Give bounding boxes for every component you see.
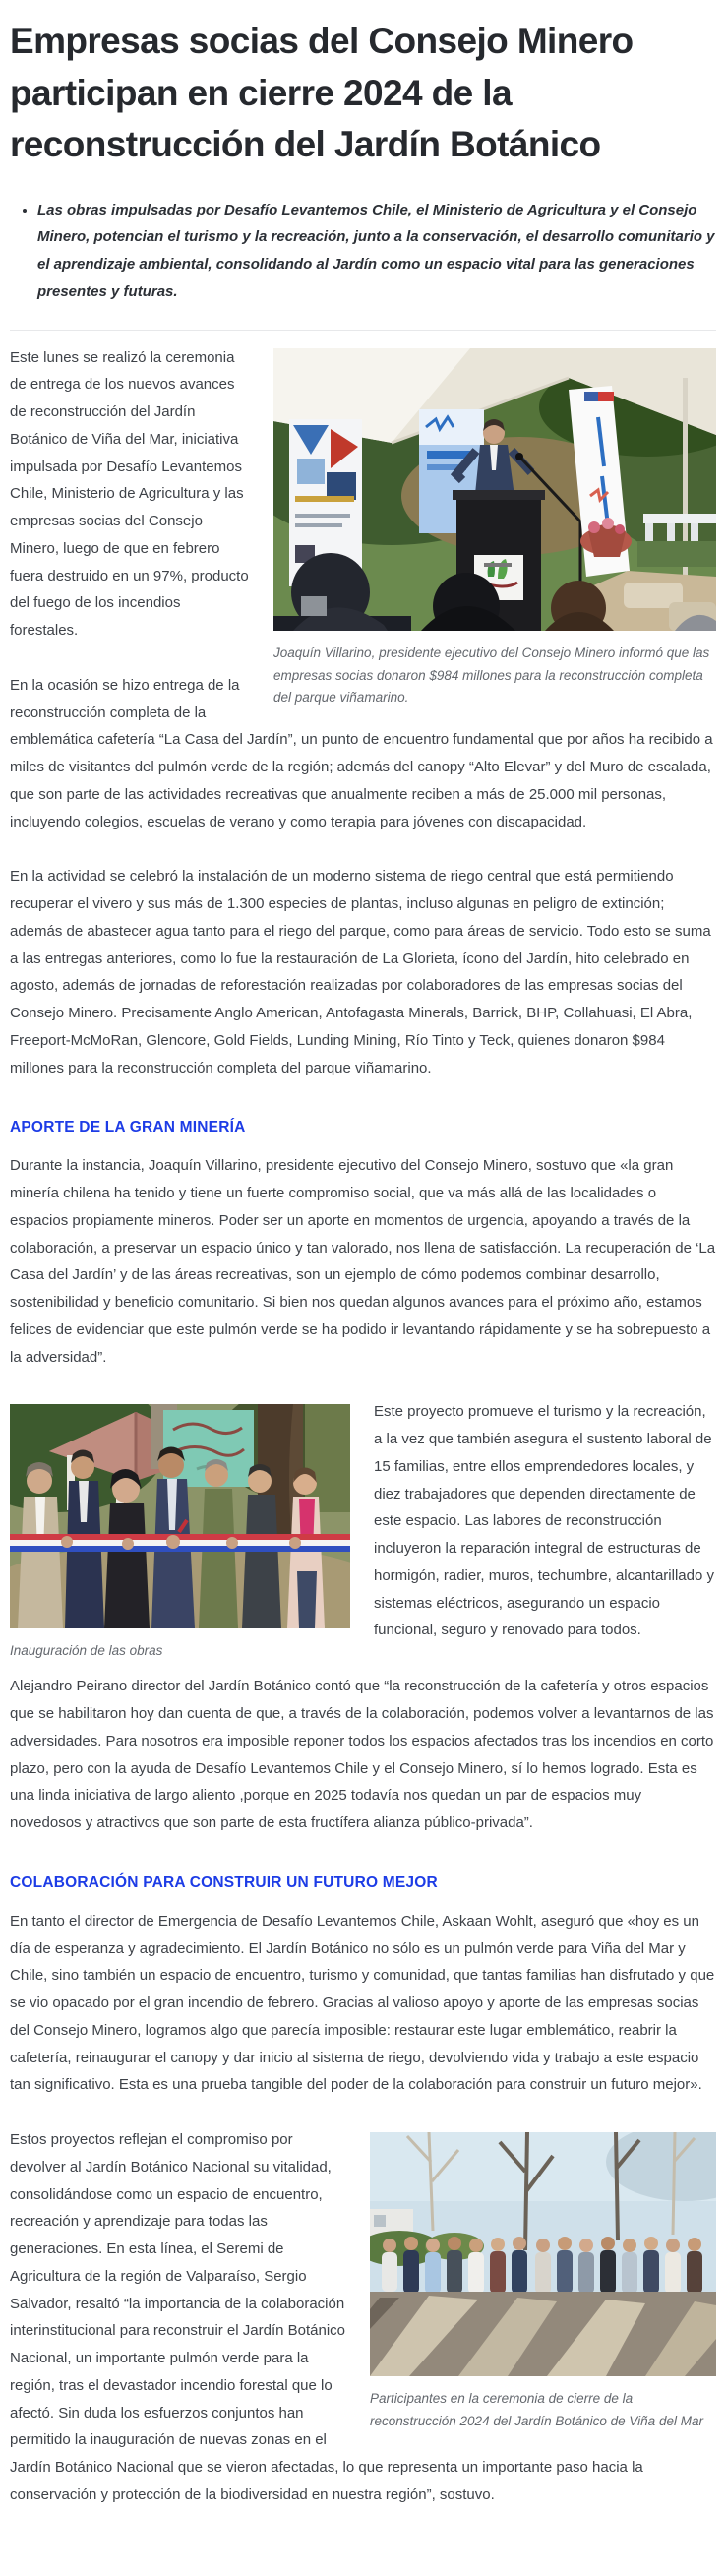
figure-ribbon-cutting	[10, 1404, 350, 1663]
lead-bullet-list	[10, 197, 716, 306]
figure-closing-ceremony	[370, 2132, 716, 2433]
section-heading-colaboracion: COLABORACIÓN PARA CONSTRUIR UN FUTURO MEJOR	[10, 1873, 438, 1891]
paragraph-4: Durante la instancia, Joaquín Villarino, presidente ejecutivo del Consejo Minero, sostuvo que «la gran minería chilena ha tenido y tiene un fuerte compromiso social, que va más allá de las localidades o espacios propiamente mineros. Poder ser un aporte en momentos de urgencia, apoyando a través de la colaboración, a preservar un espacio único y tan valorado, nos llena de satisfacción. La recuperación de ‘La Casa del Jardín’ y de las áreas recreativas, son un ejemplo de cómo podemos combinar desarrollo, sostenibilidad y beneficio comunitario. Si bien nos quedan algunos avances para el próximo año, estamos felices de evidenciar que este pulmón verde se ha podido ir levantando rápidamente y se ha sobrepuesto a la adversidad”.	[10, 1157, 716, 1366]
paragraph-6: Alejandro Peirano director del Jardín Botánico contó que “la reconstrucción de la cafetería y otros espacios que se habilitaron hoy dan cuenta de que, a través de la colaboración, podemos volver a levantarnos de las adversidades. Para nosotros era imposible reponer todos los espacios afectados tras los incendios en corto plazo, pero con la ayuda de Desafío Levantemos Chile y el Consejo Minero, sí lo hemos logrado. Esta es una linda iniciativa de largo aliento ,porque en 2025 todavía nos quedan un par de espacios muy novedosos y atractivos que son parte de esta fructífera alianza público-privada”.	[10, 1678, 714, 1832]
divider	[10, 330, 716, 331]
paragraph-2: En la ocasión se hizo entrega de la reconstrucción completa de la emblemática cafetería “La Casa del Jardín”, un punto de encuentro fundamental que por años ha recibido a miles de visitantes del pulmón verde de la región; además del canopy “Alto Elevar” y del Muro de escalada, que son parte de las actividades recreativas que anualmente reciben a más de 25.000 mil personas, incluyendo colegios, escuelas de verano y como terapia para jóvenes con discapacidad.	[10, 676, 713, 830]
paragraph-5: Este proyecto promueve el turismo y la recreación, a la vez que también asegura el sustento laboral de 15 familias, entre ellos emprendedores locales, y diez trabajadores que dependen directamente de este espacio. Las labores de reconstrucción incluyeron la reparación integral de estructuras de hormigón, radier, muros, techumbre, alcantarillado y sistemas eléctricos, asegurando un espacio funcional, seguro y renovado para todos.	[374, 1403, 714, 1639]
paragraph-1: Este lunes se realizó la ceremonia de entrega de los nuevos avances de reconstrucción del Jardín Botánico de Viña del Mar, iniciativa impulsada por Desafío Levantemos Chile, Ministerio de Agricultura y las empresas socias del Consejo Minero, luego de que en febrero fuera destruido en un 97%, producto del fuego de los incendios forestales.	[10, 348, 249, 640]
section-intro	[10, 344, 716, 836]
ceremony-speech-caption: Joaquín Villarino, presidente ejecutivo del Consejo Minero informó que las empresas socias donaron $984 millones para la reconstrucción completa del parque viñamarino.	[273, 644, 710, 705]
ribbon-cutting-photo	[10, 1404, 350, 1628]
ribbon-cutting-caption: Inauguración de las obras	[10, 1643, 163, 1659]
paragraph-7: En tanto el director de Emergencia de Desafío Levantemos Chile, Askaan Wohlt, aseguró que «hoy es un día de esperanza y agradecimiento. El Jardín Botánico no sólo es un pulmón verde para Viña del Mar y Chile, sino también un espacio de encuentro, turismo y comunidad, que tantas familias han disfrutado y que se vio opacado por el gran incendio de febrero. Gracias al valioso apoyo y aporte de las empresas socias del Consejo Minero, logramos algo que parecía imposible: restaurar este lugar emblemático, reabrir la cafetería, reinaugurar el canopy y dar inicio al sistema de riego, devolviendo vida y trabajo a este espacio tan significativo. Esta es una prueba tangible del poder de la colaboración para construir un futuro mejor».	[10, 1912, 715, 2094]
section-obras	[10, 1398, 716, 1659]
paragraph-3: En la actividad se celebró la instalación de un moderno sistema de riego central que está permitiendo recuperar el vivero y sus más de 1.300 especies de plantas, incluso algunas en peligro de extinción; además de abastecer agua tanto para el riego del parque, como para áreas de servicio. Todo esto se suma a las entregas anteriores, como lo fue la restauración de La Glorieta, ícono del Jardín, hito celebrado en agosto, además de jornadas de reforestación realizadas por colaboradores de las empresas socias del Consejo Minero. Precisamente Anglo American, Antofagasta Minerals, Barrick, BHP, Collahuasi, El Abra, Freeport-McMoRan, Glencore, Gold Fields, Lunding Mining, Río Tinto y Teck, quienes donaron $984 millones para la reconstrucción completa del parque viñamarino.	[10, 868, 711, 1076]
figure-ceremony-speech	[273, 348, 716, 710]
closing-ceremony-caption: Participantes en la ceremonia de cierre de la reconstrucción 2024 del Jardín Botánico de Viña del Mar	[370, 2391, 703, 2428]
paragraph-8: Estos proyectos reflejan el compromiso por devolver al Jardín Botánico Nacional su vitalidad, consolidándose como un espacio de encuentro, recreación y aprendizaje para todas las generaciones. En esta línea, el Seremi de Agricultura de la región de Valparaíso, Sergio Salvador, resaltó “la importancia de la colaboración interinstitucional para reconstruir el Jardín Botánico Nacional, un importante pulmón verde para la región, tras el devastador incendio forestal que lo afectó. Sin duda los esfuerzos conjuntos han permitido la inauguración de nuevas zonas en el Jardín Botánico Nacional que se vieron afectadas, lo que representa un importante paso hacia la conservación y protección de la biodiversidad en nuestra región”, sostuvo.	[10, 2131, 643, 2503]
article-title: Empresas socias del Consejo Minero participan en cierre 2024 de la reconstrucción del Jardín Botánico	[10, 21, 634, 165]
closing-ceremony-photo	[370, 2132, 716, 2376]
lead-bullet: • Las obras impulsadas por Desafío Levantemos Chile, el Ministerio de Agricultura y el Consejo Minero, potencian el turismo y la recreación, junto a la conservación, el desarrollo comunitario y el aprendizaje ambiental, consolidando al Jardín como un espacio vital para las generaciones presentes y futuras.	[37, 197, 716, 306]
section-cierre	[10, 2126, 716, 2509]
section-heading-aporte: APORTE DE LA GRAN MINERÍA	[10, 1119, 246, 1136]
ceremony-speech-photo	[273, 348, 716, 631]
